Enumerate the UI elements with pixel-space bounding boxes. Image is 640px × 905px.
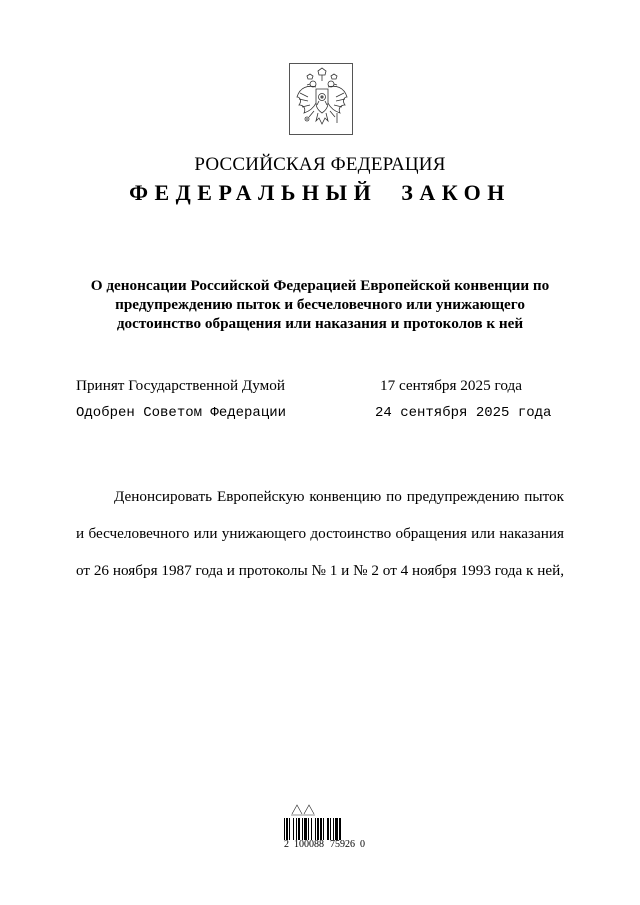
approved-by-council-label: Одобрен Советом Федерации — [76, 405, 287, 421]
law-title-line-3: достоинство обращения или наказания и протоколов к ней — [116, 315, 524, 332]
body-line-2: и бесчеловечного или унижающего достоинство обращения или наказания — [76, 525, 564, 542]
law-type-heading: ФЕДЕРАЛЬНЫЙ ЗАКОН — [129, 180, 511, 205]
adopted-by-duma-label: Принят Государственной Думой — [76, 377, 285, 394]
body-line-3: от 26 ноября 1987 года и протоколы № 1 и № 2 от 4 ноября 1993 года к ней, — [76, 562, 564, 579]
approved-date: 24 сентября 2025 года — [375, 405, 552, 421]
law-title-line-1: О денонсации Российской Федерацией Европейской конвенции по — [90, 277, 550, 294]
law-title-line-2: предупреждению пыток и бесчеловечного или унижающего — [115, 296, 525, 313]
adopted-date: 17 сентября 2025 года — [380, 377, 522, 394]
barcode-stamp-icon — [290, 802, 316, 816]
country-heading: РОССИЙСКАЯ ФЕДЕРАЦИЯ — [194, 154, 446, 175]
barcode-digits-3: 75926 — [330, 839, 355, 850]
body-line-1: Денонсировать Европейскую конвенцию по предупреждению пыток — [114, 488, 564, 505]
law-title — [70, 276, 570, 333]
barcode-digits-2: 100088 — [294, 839, 324, 850]
russian-coat-of-arms-icon — [294, 67, 350, 131]
barcode-icon — [282, 818, 362, 840]
law-body — [76, 478, 564, 589]
coat-of-arms-emblem — [289, 63, 353, 135]
barcode-digit-4: 0 — [360, 839, 365, 850]
barcode-digit-1: 2 — [284, 839, 289, 850]
